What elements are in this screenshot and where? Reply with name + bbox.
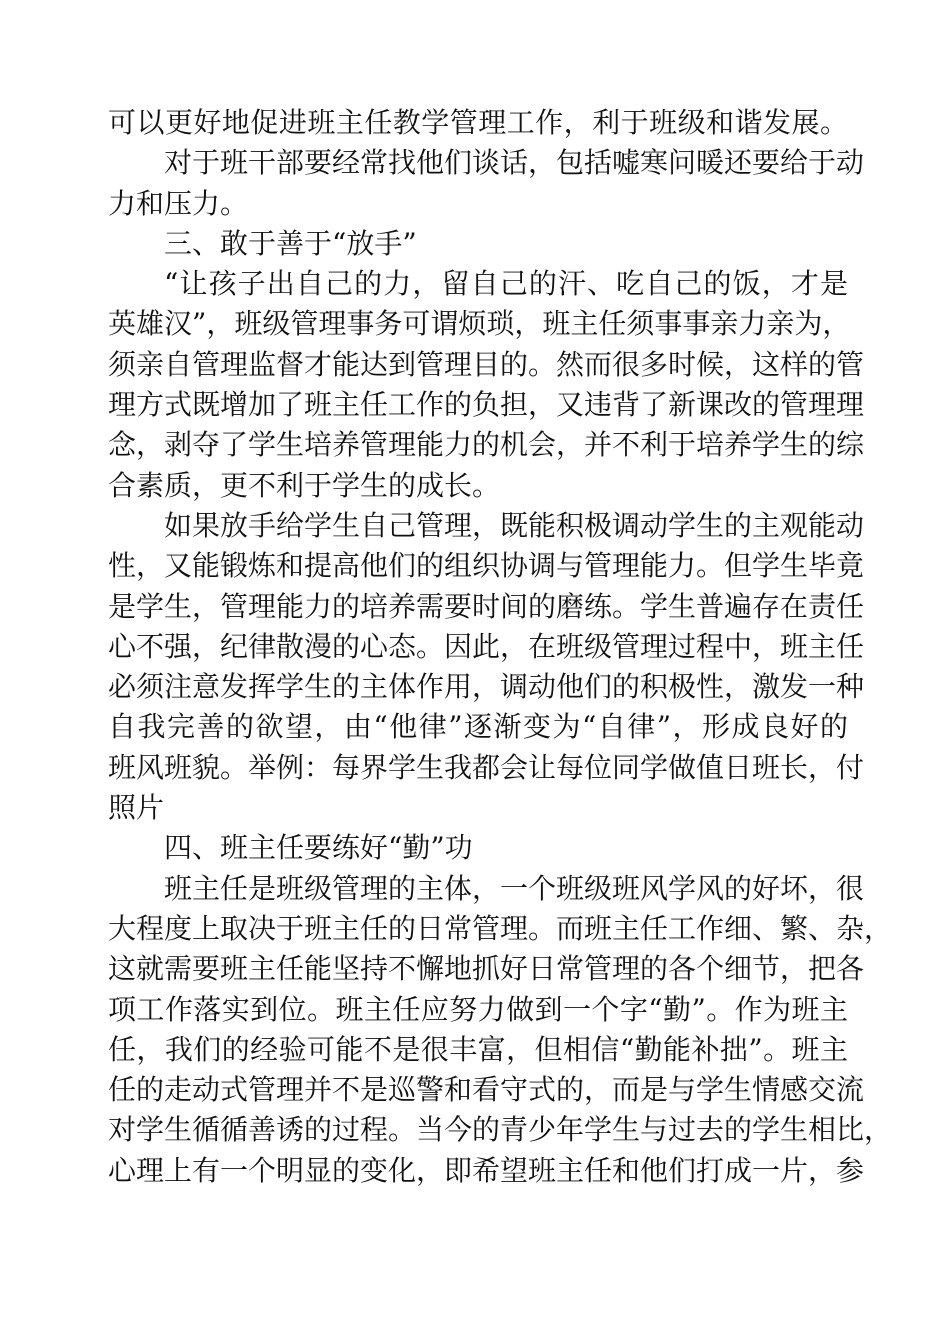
text-line: 须亲自管理监督才能达到管理目的。然而很多时候，这样的管 [108, 347, 865, 381]
text-line: 大程度上取决于班主任的日常管理。而班主任工作细、繁、杂， [108, 911, 893, 945]
section-heading: 三、敢于善于“放手” [164, 226, 417, 260]
document-body [108, 103, 893, 1191]
text-line: 自我完善的欲望，由“他律”逐渐变为“自律”，形成良好的 [108, 710, 848, 744]
text-line: 这就需要班主任能坚持不懈地抓好日常管理的各个细节，把各 [108, 952, 865, 986]
text-line: “让孩子出自己的力，留自己的汗、吃自己的饭，才是 [164, 267, 848, 301]
text-line: 心不强，纪律散漫的心态。因此，在班级管理过程中，班主任 [108, 629, 865, 663]
text-line: 力和压力。 [108, 186, 249, 220]
text-line: 心理上有一个明显的变化，即希望班主任和他们打成一片，参 [108, 1153, 865, 1187]
text-line: 对于班干部要经常找他们谈话，包括嘘寒问暖还要给于动 [164, 146, 865, 180]
text-line: 英雄汉”，班级管理事务可谓烦琐，班主任须事事亲力亲为， [108, 307, 851, 341]
text-line: 任，我们的经验可能不是很丰富，但相信“勤能补拙”。班主 [108, 1032, 848, 1066]
text-line: 必须注意发挥学生的主体作用，调动他们的积极性，激发一种 [108, 670, 865, 704]
text-line: 照片 [108, 791, 165, 825]
text-line: 念，剥夺了学生培养管理能力的机会，并不利于培养学生的综 [108, 428, 865, 462]
text-line: 对学生循循善诱的过程。当今的青少年学生与过去的学生相比， [108, 1113, 893, 1147]
text-line: 项工作落实到位。班主任应努力做到一个字“勤”。作为班主 [108, 992, 848, 1026]
text-line: 性，又能锻炼和提高他们的组织协调与管理能力。但学生毕竟 [108, 549, 865, 583]
text-line: 如果放手给学生自己管理，既能积极调动学生的主观能动 [164, 508, 865, 542]
text-line: 班风班貌。举例：每界学生我都会让每位同学做值日班长，付 [108, 750, 865, 784]
text-line: 理方式既增加了班主任工作的负担，又违背了新课改的管理理 [108, 388, 865, 422]
text-line: 是学生，管理能力的培养需要时间的磨练。学生普遍存在责任 [108, 589, 865, 623]
text-line: 任的走动式管理并不是巡警和看守式的，而是与学生情感交流 [108, 1073, 865, 1107]
text-line: 可以更好地促进班主任教学管理工作，利于班级和谐发展。 [108, 106, 848, 139]
section-heading: 四、班主任要练好“勤”功 [164, 831, 473, 865]
text-line: 班主任是班级管理的主体，一个班级班风学风的好坏，很 [164, 871, 865, 905]
text-line: 合素质，更不利于学生的成长。 [108, 468, 501, 502]
